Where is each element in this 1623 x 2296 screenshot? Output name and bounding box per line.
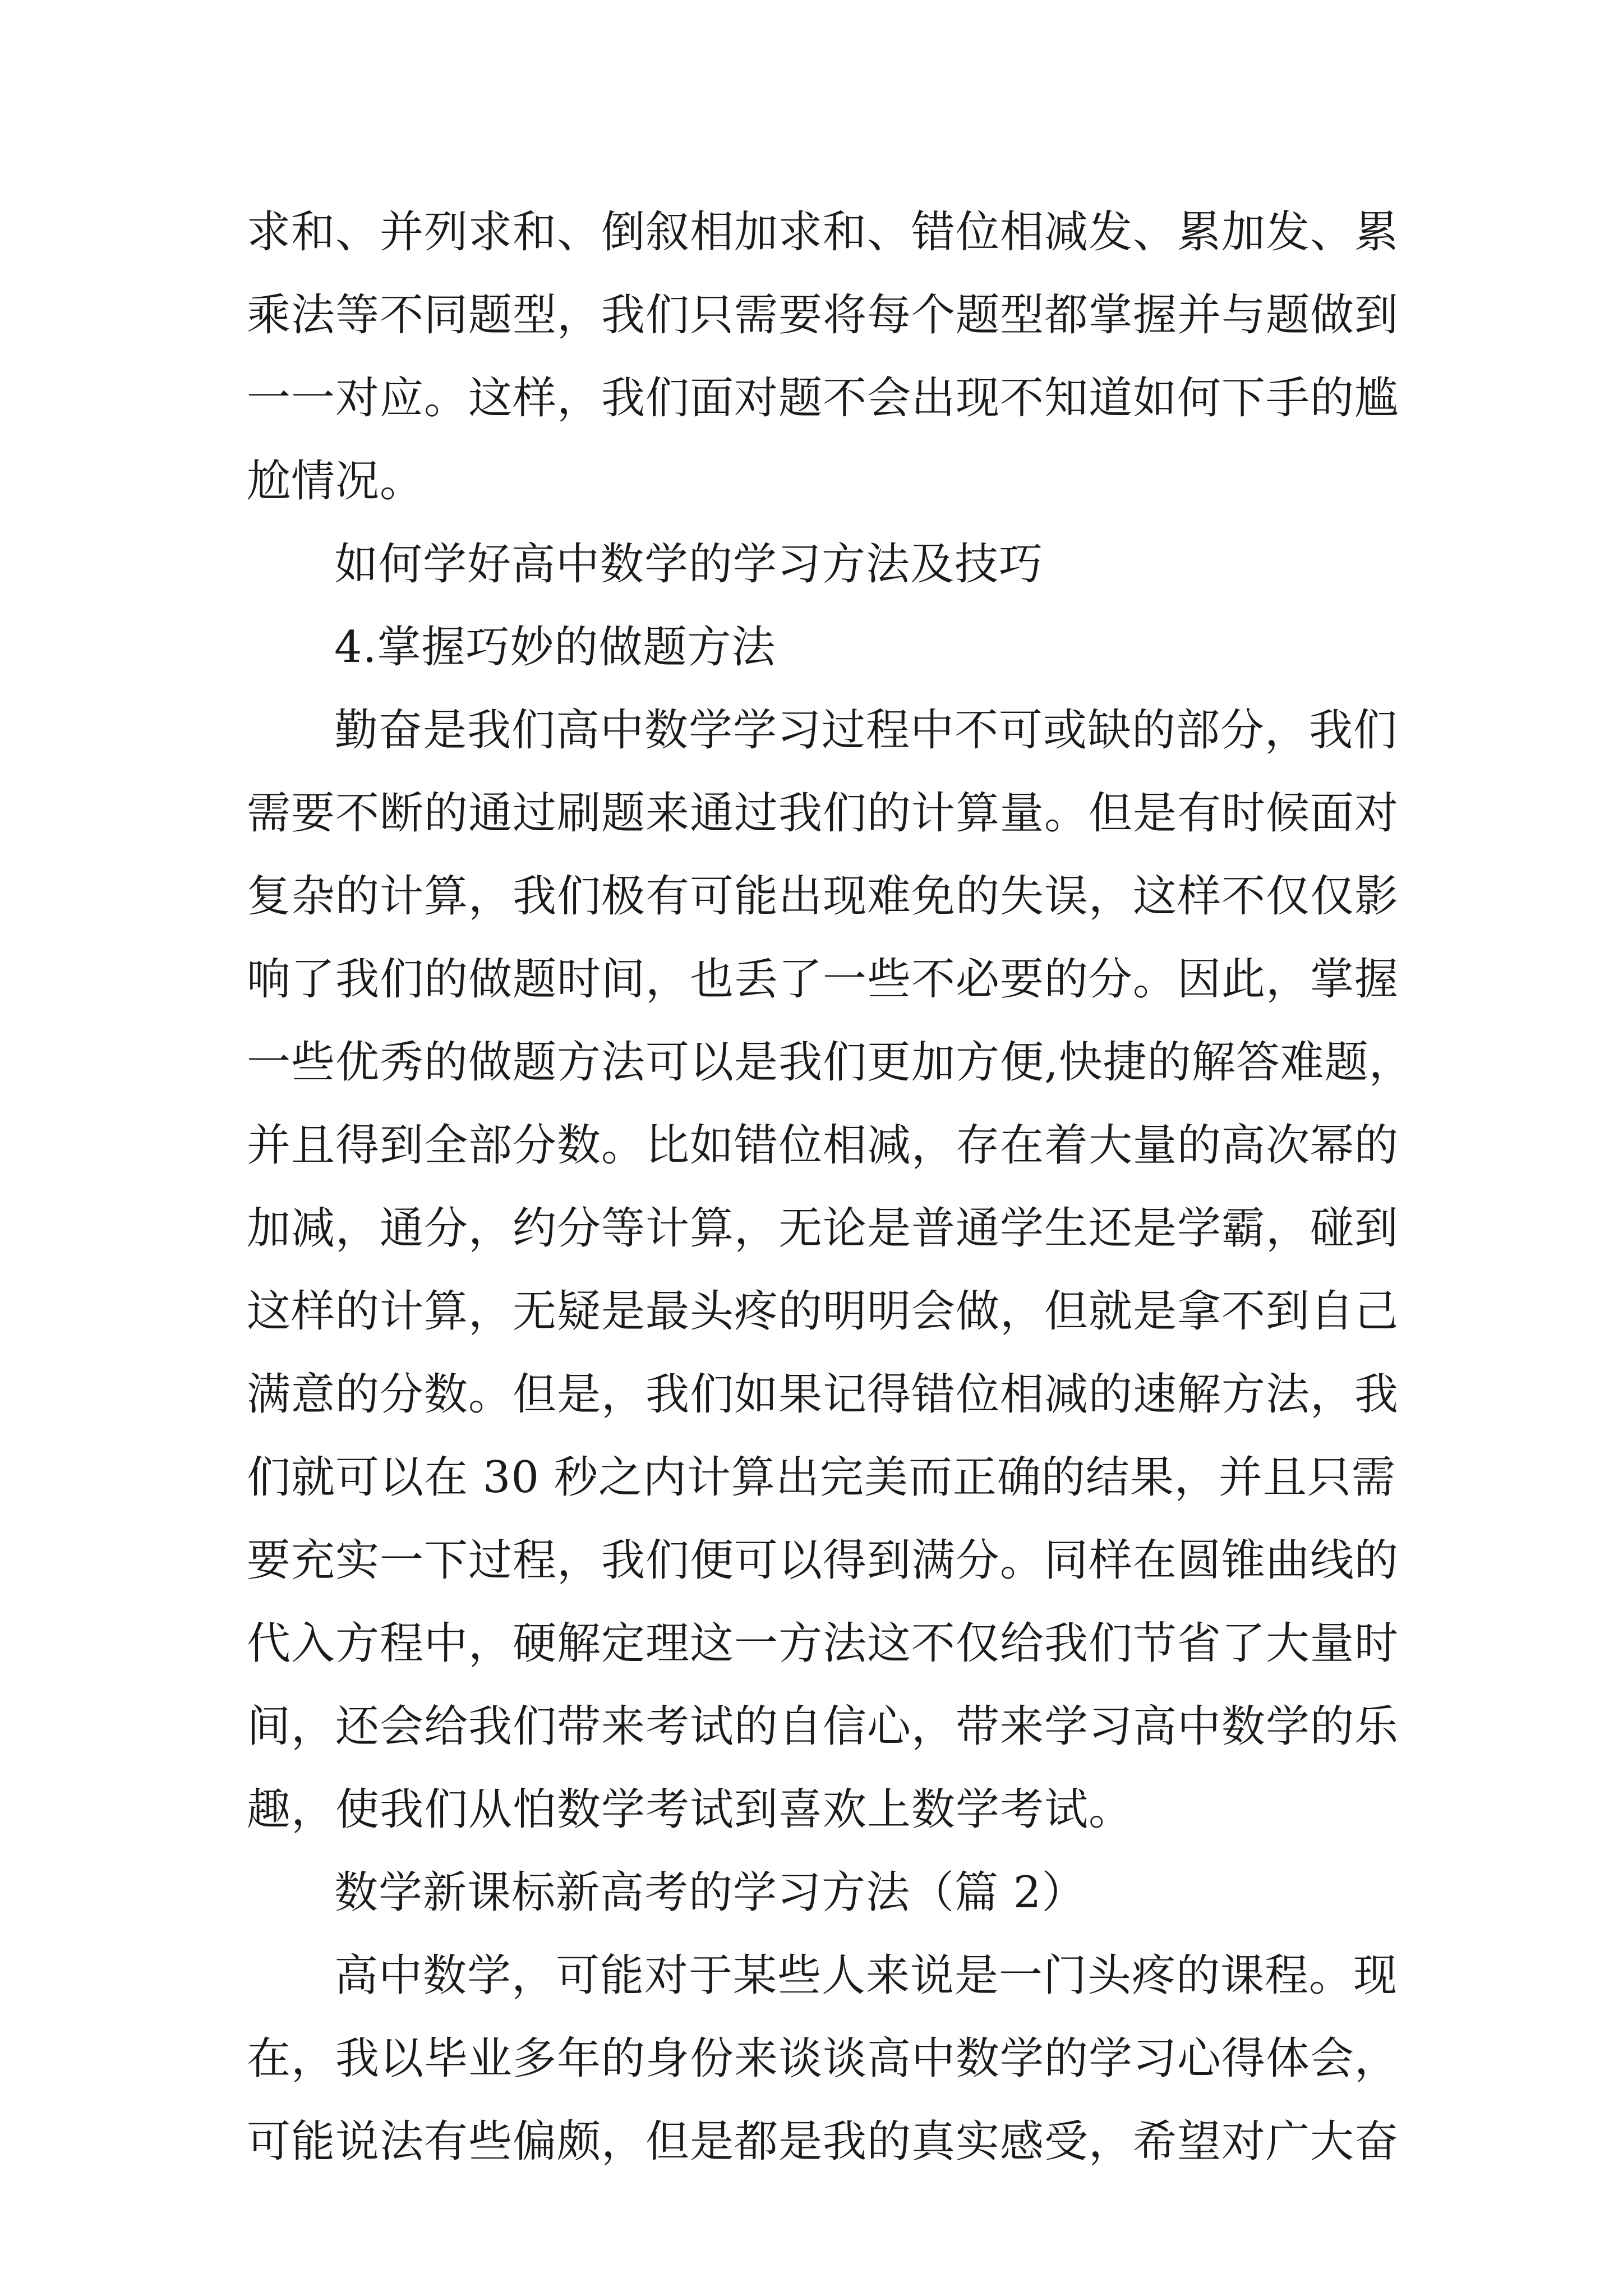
text-line: 间，还会给我们带来考试的自信心，带来学习高中数学的乐 xyxy=(247,1701,1399,1752)
subsection-heading: 4.掌握巧妙的做题方法 xyxy=(334,622,776,673)
text-line: 可能说法有些偏颇，但是都是我的真实感受，希望对广大奋 xyxy=(247,2116,1399,2167)
section-heading: 数学新课标新高考的学习方法（篇 2） xyxy=(334,1867,1086,1918)
text-line: 要充实一下过程，我们便可以得到满分。同样在圆锥曲线的 xyxy=(247,1535,1399,1586)
text-line: 在，我以毕业多年的身份来谈谈高中数学的学习心得体会， xyxy=(247,2033,1399,2084)
text-line: 尬情况。 xyxy=(247,456,425,507)
text-line: 响了我们的做题时间，也丢了一些不必要的分。因此，掌握 xyxy=(247,954,1399,1005)
text-line: 一一对应。这样，我们面对题不会出现不知道如何下手的尴 xyxy=(247,373,1399,424)
text-line: 代入方程中，硬解定理这一方法这不仅给我们节省了大量时 xyxy=(247,1618,1399,1669)
text-line: 并且得到全部分数。比如错位相减，存在着大量的高次幂的 xyxy=(247,1120,1399,1171)
text-line: 需要不断的通过刷题来通过我们的计算量。但是有时候面对 xyxy=(247,788,1399,839)
text-line: 趣，使我们从怕数学考试到喜欢上数学考试。 xyxy=(247,1784,1133,1835)
text-line: 一些优秀的做题方法可以是我们更加方便,快捷的解答难题， xyxy=(247,1037,1413,1088)
text-line: 乘法等不同题型，我们只需要将每个题型都掌握并与题做到 xyxy=(247,290,1399,341)
text-line: 们就可以在 30 秒之内计算出完美而正确的结果，并且只需 xyxy=(247,1452,1396,1503)
text-line: 勤奋是我们高中数学学习过程中不可或缺的部分，我们 xyxy=(334,705,1398,756)
text-line: 求和、并列求和、倒叙相加求和、错位相减发、累加发、累 xyxy=(247,207,1399,257)
text-line: 这样的计算，无疑是最头疼的明明会做，但就是拿不到自己 xyxy=(247,1286,1399,1337)
section-heading: 如何学好高中数学的学习方法及技巧 xyxy=(334,539,1044,590)
text-line: 加减，通分，约分等计算，无论是普通学生还是学霸，碰到 xyxy=(247,1203,1399,1254)
text-line: 高中数学，可能对于某些人来说是一门头疼的课程。现 xyxy=(334,1950,1398,2001)
text-line: 满意的分数。但是，我们如果记得错位相减的速解方法，我 xyxy=(247,1369,1399,1420)
text-line: 复杂的计算，我们极有可能出现难免的失误，这样不仅仅影 xyxy=(247,871,1399,922)
